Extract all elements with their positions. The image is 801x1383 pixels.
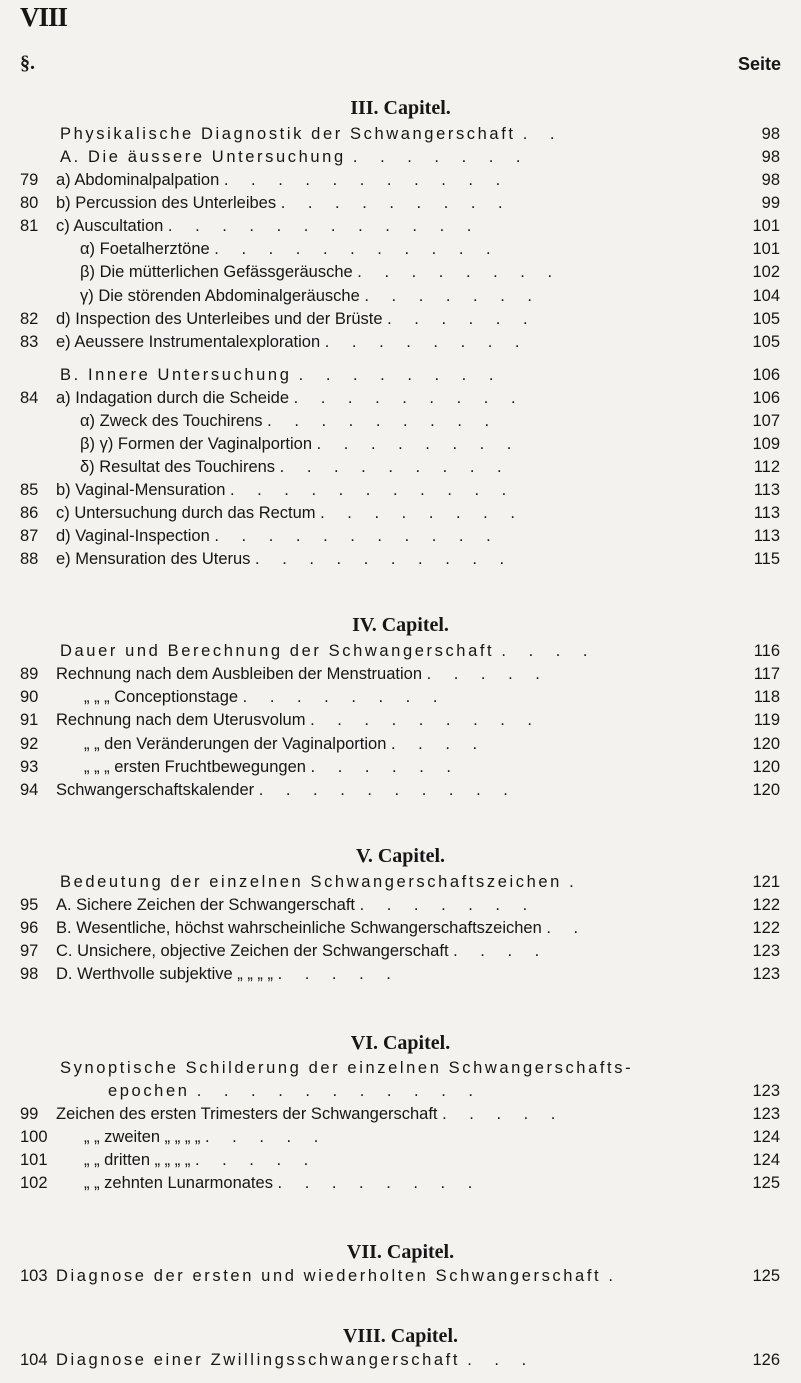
dot-leader: .: [608, 1267, 622, 1285]
dot-leader: . . .: [467, 1351, 536, 1369]
section-number: 104: [20, 1351, 48, 1369]
dot-leader: . . . . . . .: [352, 148, 530, 166]
entry-title-text: Synoptische Schilderung der einzelnen Schwangerschafts-: [60, 1059, 634, 1077]
toc-entry: [0, 1149, 801, 1171]
toc-entry: [0, 1126, 801, 1148]
dot-leader: . . . . . . . .: [324, 333, 529, 351]
toc-entry: [0, 364, 801, 386]
entry-title-text: α) Zweck des Touchirens: [80, 412, 263, 430]
page-reference: 112: [753, 458, 780, 476]
page-reference: 105: [752, 310, 780, 328]
toc-entry: [0, 733, 801, 755]
entry-title: [60, 364, 502, 386]
entry-title-text: Physikalische Diagnostik der Schwangerschaft: [60, 125, 516, 143]
entry-title-text: b) Percussion des Unterleibes: [56, 194, 277, 212]
entry-title-text: δ) Resultat des Touchirens: [80, 458, 276, 476]
page-reference: 99: [761, 194, 780, 212]
entry-title-text: γ) Die störenden Abdominalgeräusche: [80, 287, 360, 305]
entry-title: [84, 733, 486, 755]
entry-title-text: a) Abdominalpalpation: [56, 171, 220, 189]
toc-entry: [0, 331, 801, 353]
toc-entry: [0, 433, 801, 455]
dot-leader: . . . . . . . . . .: [258, 781, 517, 799]
entry-title-text: „ „ dritten „ „ „ „: [84, 1151, 191, 1169]
toc-entry: [0, 917, 801, 939]
entry-title: [60, 871, 583, 893]
page-reference: 98: [761, 148, 780, 166]
chapter-title: V. Capitel.: [355, 845, 446, 867]
dot-leader: . . . . . . . . .: [310, 711, 541, 729]
section-number: 103: [20, 1267, 48, 1285]
toc-entry: [0, 285, 801, 307]
page-reference: 102: [752, 263, 780, 281]
toc-entry: [0, 1103, 801, 1125]
dot-leader: . . . . . .: [387, 310, 537, 328]
section-number: 81: [20, 217, 39, 235]
entry-title: [56, 779, 517, 801]
entry-title: [56, 331, 529, 353]
dot-leader: . . . . . . .: [364, 287, 541, 305]
dot-leader: . . . . . . . . .: [267, 412, 499, 430]
dot-leader: . . . . . . . . .: [280, 194, 512, 212]
entry-title-text: e) Mensuration des Uterus: [56, 550, 251, 568]
entry-title-text: D. Werthvolle subjektive „ „ „ „: [56, 965, 273, 983]
toc-entry: [0, 1349, 801, 1371]
section-number: 92: [20, 735, 39, 753]
dot-leader: . . . . . . . . . . . .: [167, 217, 481, 235]
dot-leader: . . . . . .: [310, 758, 460, 776]
toc-entry: [0, 1080, 801, 1102]
toc-entry: [0, 525, 801, 547]
page-reference: 107: [752, 412, 780, 430]
page-reference: 124: [752, 1128, 780, 1146]
dot-leader: . . . .: [501, 642, 597, 660]
toc-entry: [0, 756, 801, 778]
page-reference: 121: [752, 873, 780, 891]
section-number: 84: [20, 389, 39, 407]
section-number: 95: [20, 896, 39, 914]
chapter-title: VIII. Capitel.: [342, 1325, 458, 1347]
toc-entry: [0, 479, 801, 501]
entry-title-text: „ „ „ ersten Fruchtbewegungen: [84, 758, 306, 776]
page-reference: 124: [752, 1151, 780, 1169]
toc-entry: [0, 456, 801, 478]
entry-title-text: a) Indagation durch die Scheide: [56, 389, 289, 407]
section-number: 89: [20, 665, 39, 683]
dot-leader: . . . . .: [194, 1151, 318, 1169]
dot-leader: . . . . . . . . .: [293, 389, 525, 407]
entry-title: [56, 387, 525, 409]
dot-leader: . . . . . . . . . . .: [214, 240, 500, 258]
entry-title-text: „ „ „ Conceptionstage: [84, 688, 239, 706]
entry-title: [56, 709, 541, 731]
entry-title: [84, 686, 446, 708]
section-symbol-header: §.: [20, 52, 35, 74]
entry-title: [60, 146, 530, 168]
toc-entry: [0, 387, 801, 409]
page-number: VIII: [20, 2, 68, 32]
entry-title: [80, 410, 498, 432]
dot-leader: . . . . .: [426, 665, 549, 683]
page-reference: 123: [752, 1105, 780, 1123]
chapter-title: VII. Capitel.: [346, 1241, 455, 1263]
entry-title: [108, 1080, 482, 1102]
entry-title-text: A. Die äussere Untersuchung: [60, 148, 346, 166]
dot-leader: . . . . . . . . . . .: [214, 527, 500, 545]
entry-title-text: A. Sichere Zeichen der Schwangerschaft: [56, 896, 355, 914]
section-number: 82: [20, 310, 39, 328]
entry-title: [80, 456, 511, 478]
dot-leader: . . . . .: [277, 965, 400, 983]
toc-entry: [0, 261, 801, 283]
dot-leader: . . . . . . . .: [316, 435, 521, 453]
dot-leader: . . . .: [391, 735, 487, 753]
toc-entry: [0, 1265, 801, 1287]
toc-entry: [0, 308, 801, 330]
toc-entry: [0, 1172, 801, 1194]
section-number: 85: [20, 481, 39, 499]
toc-entry: [0, 894, 801, 916]
section-number: 86: [20, 504, 39, 522]
entry-title: [56, 894, 536, 916]
entry-title: [60, 1057, 633, 1079]
toc-entry: [0, 640, 801, 662]
section-number: 101: [20, 1151, 48, 1169]
toc-entry: [0, 779, 801, 801]
entry-title: [56, 917, 587, 939]
entry-title-text: d) Inspection des Unterleibes und der Brüste: [56, 310, 383, 328]
dot-leader: . . . . . . . .: [277, 1174, 482, 1192]
page-reference: 101: [752, 240, 780, 258]
entry-title: [84, 756, 460, 778]
dot-leader: . .: [546, 919, 588, 937]
entry-title: [56, 940, 548, 962]
page-reference: 118: [753, 688, 780, 706]
dot-leader: . . . .: [453, 942, 549, 960]
dot-leader: .: [569, 873, 583, 891]
page-reference: 123: [752, 965, 780, 983]
entry-title: [56, 479, 515, 501]
entry-title: [56, 525, 500, 547]
page-reference: 122: [752, 896, 780, 914]
page-reference: 113: [753, 527, 780, 545]
dot-leader: . . . . . . . .: [320, 504, 524, 522]
toc-entry: [0, 169, 801, 191]
entry-title-text: Rechnung nach dem Ausbleiben der Menstruation: [56, 665, 422, 683]
toc-entry: [0, 940, 801, 962]
toc-entry: [0, 410, 801, 432]
entry-title: [80, 261, 561, 283]
page-reference: 123: [752, 1082, 780, 1100]
toc-entry: [0, 709, 801, 731]
page-reference: 123: [752, 942, 780, 960]
entry-title-text: Zeichen des ersten Trimesters der Schwangerschaft: [56, 1105, 438, 1123]
entry-title: [56, 963, 400, 985]
toc-entry: [0, 192, 801, 214]
page-reference: 120: [752, 781, 780, 799]
dot-leader: . . . . .: [442, 1105, 565, 1123]
page-reference: 116: [753, 642, 780, 660]
page-reference: 117: [753, 665, 780, 683]
entry-title-text: Bedeutung der einzelnen Schwangerschaftszeichen: [60, 873, 562, 891]
entry-title-text: „ „ den Veränderungen der Vaginalportion: [84, 735, 387, 753]
page-reference: 115: [753, 550, 780, 568]
toc-entry: [0, 663, 801, 685]
entry-title: [56, 215, 480, 237]
chapter-title: VI. Capitel.: [350, 1032, 451, 1054]
section-number: 93: [20, 758, 39, 776]
page-reference: 120: [752, 758, 780, 776]
page-reference: 120: [752, 735, 780, 753]
page-reference: 126: [752, 1351, 780, 1369]
section-number: 100: [20, 1128, 48, 1146]
entry-title: [56, 1103, 564, 1125]
section-number: 102: [20, 1174, 48, 1192]
entry-title-text: epochen: [108, 1082, 190, 1100]
page-reference: 125: [752, 1267, 780, 1285]
page-reference: 113: [753, 504, 780, 522]
dot-leader: . . . . . . . . . . .: [229, 481, 516, 499]
dot-leader: . . . . . . . .: [298, 366, 503, 384]
entry-title: [84, 1126, 327, 1148]
toc-entry: [0, 238, 801, 260]
entry-title-text: Rechnung nach dem Uterusvolum: [56, 711, 306, 729]
page-reference: 125: [752, 1174, 780, 1192]
entry-title: [60, 123, 564, 145]
page-reference: 122: [752, 919, 780, 937]
toc-entry: [0, 146, 801, 168]
page-reference: 98: [761, 125, 780, 143]
section-number: 96: [20, 919, 39, 937]
entry-title: [56, 169, 509, 191]
entry-title-text: Diagnose der ersten und wiederholten Schwangerschaft: [56, 1267, 602, 1285]
chapter-title: III. Capitel.: [350, 97, 451, 119]
entry-title-text: „ „ zehnten Lunarmonates: [84, 1174, 273, 1192]
section-number: 94: [20, 781, 39, 799]
entry-title: [56, 502, 524, 524]
page-reference: 106: [752, 366, 780, 384]
dot-leader: . . . . . . . . . . .: [223, 171, 510, 189]
page-reference: 105: [752, 333, 780, 351]
entry-title-text: β) Die mütterlichen Gefässgeräusche: [80, 263, 353, 281]
entry-title-text: c) Auscultation: [56, 217, 164, 235]
toc-entry: [0, 871, 801, 893]
entry-title-text: Schwangerschaftskalender: [56, 781, 255, 799]
dot-leader: . . . . . . . . . . .: [196, 1082, 482, 1100]
entry-title: [84, 1172, 481, 1194]
entry-title: [80, 238, 500, 260]
entry-title-text: Dauer und Berechnung der Schwangerschaft: [60, 642, 495, 660]
page-reference: 113: [753, 481, 780, 499]
entry-title-text: β) γ) Formen der Vaginalportion: [80, 435, 313, 453]
page-reference: 106: [752, 389, 780, 407]
entry-title-text: C. Unsichere, objective Zeichen der Schwangerschaft: [56, 942, 449, 960]
entry-title: [84, 1149, 317, 1171]
section-number: 80: [20, 194, 39, 212]
dot-leader: . . . . . . . .: [357, 263, 562, 281]
page-reference: 101: [752, 217, 780, 235]
entry-title: [60, 640, 597, 662]
entry-title-text: B. Wesentliche, höchst wahrscheinliche Schwangerschaftszeichen: [56, 919, 542, 937]
toc-entry: [0, 963, 801, 985]
section-number: 98: [20, 965, 39, 983]
entry-title-text: B. Innere Untersuchung: [60, 366, 292, 384]
chapter-title: IV. Capitel.: [352, 614, 449, 636]
dot-leader: . . . . . . . .: [242, 688, 447, 706]
toc-entry: [0, 686, 801, 708]
section-number: 90: [20, 688, 39, 706]
entry-title-text: α) Foetalherztöne: [80, 240, 210, 258]
entry-title: [56, 1265, 622, 1287]
entry-title: [56, 548, 513, 570]
section-number: 87: [20, 527, 39, 545]
dot-leader: . . . . . . . . .: [279, 458, 511, 476]
entry-title-text: Diagnose einer Zwillingsschwangerschaft: [56, 1351, 461, 1369]
dot-leader: . . . . . . .: [359, 896, 537, 914]
toc-entry: [0, 1057, 801, 1079]
toc-entry: [0, 215, 801, 237]
entry-title: [56, 663, 549, 685]
entry-title: [56, 308, 537, 330]
dot-leader: . .: [522, 125, 564, 143]
section-number: 88: [20, 550, 39, 568]
section-number: 83: [20, 333, 39, 351]
dot-leader: . . . . .: [205, 1128, 328, 1146]
section-number: 97: [20, 942, 39, 960]
dot-leader: . . . . . . . . . .: [255, 550, 514, 568]
entry-title: [80, 285, 541, 307]
page-column-header: Seite: [737, 54, 781, 74]
entry-title: [56, 1349, 535, 1371]
toc-entry: [0, 548, 801, 570]
entry-title: [56, 192, 512, 214]
entry-title-text: b) Vaginal-Mensuration: [56, 481, 226, 499]
entry-title-text: c) Untersuchung durch das Rectum: [56, 504, 316, 522]
toc-entry: [0, 123, 801, 145]
toc-entry: [0, 502, 801, 524]
page-reference: 119: [753, 711, 780, 729]
entry-title-text: „ „ zweiten „ „ „ „: [84, 1128, 201, 1146]
page-reference: 98: [761, 171, 780, 189]
entry-title-text: d) Vaginal-Inspection: [56, 527, 210, 545]
entry-title: [80, 433, 520, 455]
section-number: 91: [20, 711, 39, 729]
section-number: 79: [20, 171, 39, 189]
page-reference: 104: [752, 287, 780, 305]
section-number: 99: [20, 1105, 39, 1123]
entry-title-text: e) Aeussere Instrumentalexploration: [56, 333, 321, 351]
page-reference: 109: [752, 435, 780, 453]
